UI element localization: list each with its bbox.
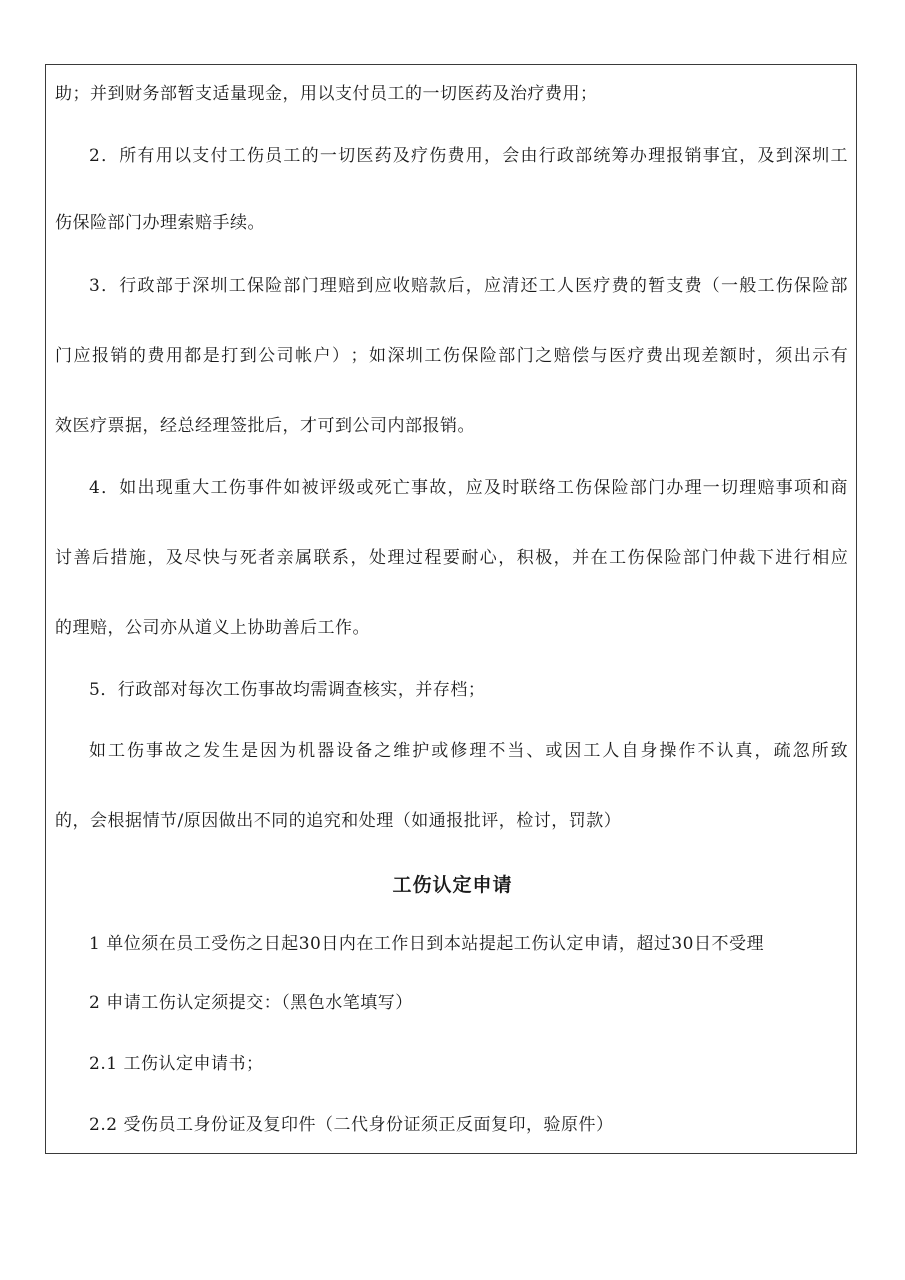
- paragraph-line: 的，会根据情节/原因做出不同的追究和处理（如通报批评，检讨，罚款）: [55, 811, 622, 831]
- paragraph-line: 讨 善 后 措 施 ， 及 尽 快 与 死 者 亲 属 联 系 ， 处 理 过 程 要 耐 心 ， 积 极 ， 并 在 工 伤 保 险 部 门 仲 裁 下 进 行 相 应: [55, 548, 848, 568]
- list-item: 2.1 工伤认定申请书；: [89, 1054, 264, 1074]
- paragraph-line: 效医疗票据，经总经理签批后，才可到公司内部报销。: [55, 416, 475, 436]
- list-item: 2.2 受伤员工身份证及复印件（二代身份证须正反面复印，验原件）: [89, 1115, 614, 1135]
- paragraph-line: 2 ． 所 有 用 以 支 付 工 伤 员 工 的 一 切 医 药 及 疗 伤 费 用 ， 会 由 行 政 部 统 筹 办 理 报 销 事 宜 ， 及 到 深 圳 工: [89, 146, 848, 166]
- paragraph-line: 4 ． 如 出 现 重 大 工 伤 事 件 如 被 评 级 或 死 亡 事 故 ， 应 及 时 联 络 工 伤 保 险 部 门 办 理 一 切 理 赔 事 项 和 商: [89, 478, 848, 498]
- paragraph-line: 5．行政部对每次工伤事故均需调查核实，并存档；: [89, 680, 486, 700]
- list-item: 1 单位须在员工受伤之日起30日内在工作日到本站提起工伤认定申请，超过30日不受理: [89, 934, 764, 954]
- paragraph-line: 助；并到财务部暂支适量现金，用以支付员工的一切医药及治疗费用；: [55, 84, 598, 104]
- paragraph-line: 如 工 伤 事 故 之 发 生 是 因 为 机 器 设 备 之 维 护 或 修 理 不 当 、 或 因 工 人 自 身 操 作 不 认 真 ， 疏 忽 所 致: [89, 741, 848, 761]
- paragraph-line: 的理赔，公司亦从道义上协助善后工作。: [55, 618, 370, 638]
- paragraph-line: 伤保险部门办理索赔手续。: [55, 213, 265, 233]
- paragraph-line: 3 ． 行 政 部 于 深 圳 工 保 险 部 门 理 赔 到 应 收 赔 款 后 ， 应 清 还 工 人 医 疗 费 的 暂 支 费 （ 一 般 工 伤 保 险 部: [89, 276, 848, 296]
- paragraph-line: 门 应 报 销 的 费 用 都 是 打 到 公 司 帐 户 ） ； 如 深 圳 工 伤 保 险 部 门 之 赔 偿 与 医 疗 费 出 现 差 额 时 ， 须 出 示 有: [55, 346, 848, 366]
- section-title: 工伤认定申请: [392, 874, 513, 896]
- list-item: 2 申请工伤认定须提交：（黑色水笔填写）: [89, 993, 413, 1013]
